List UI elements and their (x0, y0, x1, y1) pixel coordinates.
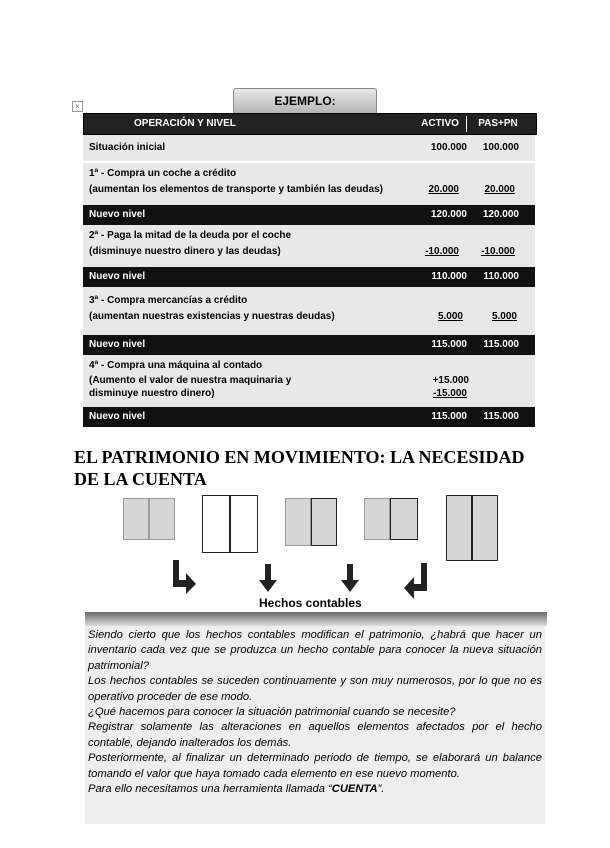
placeholder-icon: × (72, 101, 83, 112)
level2-pas-pn: 110.000 (483, 271, 519, 282)
state-box (390, 498, 418, 540)
level4-label: Nuevo nivel (89, 411, 146, 422)
diagram-caption: Hechos contables (259, 596, 362, 610)
paragraph: ¿Qué hacemos para conocer la situación patrimonial cuando se necesite? (88, 706, 456, 719)
table-row-level1 (83, 205, 535, 225)
op2-detail: (disminuye nuestro dinero y las deudas) (89, 246, 281, 257)
level2-label: Nuevo nivel (89, 271, 146, 282)
table-header (83, 113, 537, 135)
initial-activo: 100.000 (430, 142, 467, 153)
paragraph-final (88, 782, 542, 797)
op1-detail: (aumentan los elementos de transporte y también las deudas) (89, 184, 383, 195)
level1-activo: 120.000 (430, 209, 467, 220)
paragraph: Los hechos contables se suceden continuamente y son muy numerosos, por lo que no es operativo proceder de ese modo. (88, 675, 542, 703)
op2-pas-pn: -10.000 (481, 246, 515, 257)
level3-label: Nuevo nivel (89, 339, 146, 350)
header-activo: ACTIVO (421, 118, 459, 129)
table-row-initial (83, 135, 535, 161)
table-row-level3 (83, 335, 535, 355)
op4-detail: (Aumento el valor de nuestra maquinaria y (89, 375, 292, 386)
explanation-box (85, 626, 545, 824)
state-box (364, 498, 390, 540)
level4-pas-pn: 115.000 (483, 411, 519, 422)
op4-activo: +15.000 (432, 375, 469, 386)
table-row-op3 (83, 287, 535, 335)
state-box (123, 498, 149, 540)
table-row-level4 (83, 407, 535, 427)
paragraph: Registrar solamente las alteraciones en aquellos elementos afectados por el hecho contable, dejando inalterados los demás. (88, 721, 542, 749)
state-box (202, 495, 230, 553)
op3-activo: 5.000 (437, 311, 463, 322)
down-arrow-icon (259, 564, 277, 592)
op3-title: 3ª - Compra mercancías a crédito (89, 295, 248, 306)
op1-activo: 20.000 (428, 184, 459, 195)
paragraph: Posteriormente, al finalizar un determinado periodo de tiempo, se elaborará un balance tomando el valor que haya tomado cada elemento en ese nuevo momento. (88, 752, 542, 780)
initial-pas-pn: 100.000 (482, 142, 519, 153)
table-row-level2 (83, 267, 535, 287)
op2-title: 2ª - Paga la mitad de la deuda por el coche (89, 230, 292, 241)
header-pas-pn: PAS+PN (478, 118, 518, 129)
level4-activo: 115.000 (431, 411, 467, 422)
table-row-op2 (83, 225, 535, 267)
level1-label: Nuevo nivel (89, 209, 146, 220)
level2-activo: 110.000 (431, 271, 467, 282)
down-arrow-icon (341, 564, 359, 592)
table-row-op1 (83, 161, 535, 205)
op2-activo: -10.000 (425, 246, 459, 257)
example-table (83, 113, 535, 427)
initial-label: Situación inicial (89, 142, 166, 153)
state-box (472, 495, 498, 561)
cuenta-keyword: CUENTA (331, 783, 378, 796)
state-box (446, 495, 472, 561)
header-operation: OPERACIÓN Y NIVEL (134, 118, 236, 129)
level1-pas-pn: 120.000 (482, 209, 519, 220)
paragraph: Siendo cierto que los hechos contables modifican el patrimonio, ¿habrá que hacer un inventario cada vez que se produzca un hecho contable para conocer la nueva situación patrimonial? (88, 629, 542, 672)
op1-pas-pn: 20.000 (484, 184, 515, 195)
op4-detail2: disminuye nuestro dinero) (89, 388, 215, 399)
final-prefix: Para ello necesitamos una herramienta llamada “ (88, 783, 332, 796)
final-suffix: ”. (377, 783, 385, 796)
state-box (311, 498, 337, 546)
paragraph-header-bar (85, 612, 547, 626)
op4-title: 4ª - Compra una máquina al contado (89, 360, 263, 371)
op3-pas-pn: 5.000 (491, 311, 517, 322)
op3-detail: (aumentan nuestras existencias y nuestras deudas) (89, 311, 335, 322)
state-box (285, 498, 311, 546)
state-box (230, 495, 258, 553)
state-box (149, 498, 175, 540)
table-row-op4 (83, 355, 535, 407)
section-title: EL PATRIMONIO EN MOVIMIENTO: LA NECESIDAD DE LA CUENTA (74, 447, 525, 489)
example-tab: EJEMPLO: (233, 88, 377, 113)
level3-activo: 115.000 (431, 339, 467, 350)
turn-left-arrow-icon (402, 563, 430, 599)
op1-title: 1ª - Compra un coche a crédito (89, 168, 237, 179)
turn-right-arrow-icon (170, 560, 198, 594)
op4-activo2: -15.000 (433, 388, 467, 399)
level3-pas-pn: 115.000 (483, 339, 519, 350)
